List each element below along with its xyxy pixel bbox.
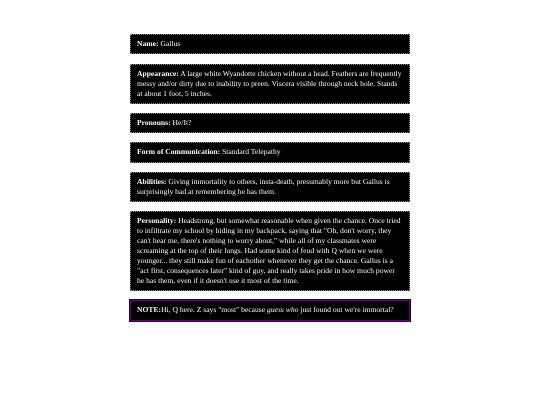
appearance-card (130, 64, 410, 104)
form-of-communication-card (130, 142, 410, 162)
personality-value: Headstrong, but somewhat reasonable when given the chance. Once tried to infiltrate my school by hiding in my backpack, saying that "Oh, don't worry, they can't hear me, there's nothing to worry about," while all of my classmates were screaming at the top of their lungs. Had some kind of feud with Q when we were younger... they still make fun of eachother whenever they get the chance. Gallus is a "act first, consequences later" kind of guy, and really takes pride in how much power he has them, even if it doesn't use it most of the time. (137, 215, 401, 286)
note-text-before: Hi, Q here. Z says "most" because (161, 305, 268, 315)
note-label: NOTE: (137, 305, 162, 315)
note-card (130, 300, 410, 320)
form-of-communication-label: Form of Communication: (137, 147, 221, 157)
form-of-communication-value: Standard Telepathy (220, 147, 281, 157)
note-emphasis: guess who (267, 305, 299, 315)
appearance-label: Appearance: (137, 69, 179, 79)
abilities-card (130, 172, 410, 202)
appearance-value: A large white Wyandotte chicken without a head. Feathers are frequently messy and/or dirty due to inability to preen. Viscera visible through neck hole. Stands at about 1 foot, 5 inches. (137, 69, 402, 99)
character-profile (130, 34, 410, 321)
name-card (130, 34, 410, 54)
pronouns-card (130, 113, 410, 133)
personality-card (130, 211, 410, 292)
abilities-label: Abilities: (137, 176, 167, 186)
name-value: Gallus (158, 39, 181, 48)
note-text-after: just found out we're immortal? (298, 305, 394, 315)
personality-label: Personality: (137, 215, 177, 225)
pronouns-label: Pronouns: (137, 118, 171, 128)
name-label: Name: (137, 39, 159, 48)
pronouns-value: He/It? (170, 118, 192, 128)
abilities-value: Giving immortality to others, insta-death, presumably more but Gallus is surprisingly bad at remembering he has them. (137, 176, 390, 196)
